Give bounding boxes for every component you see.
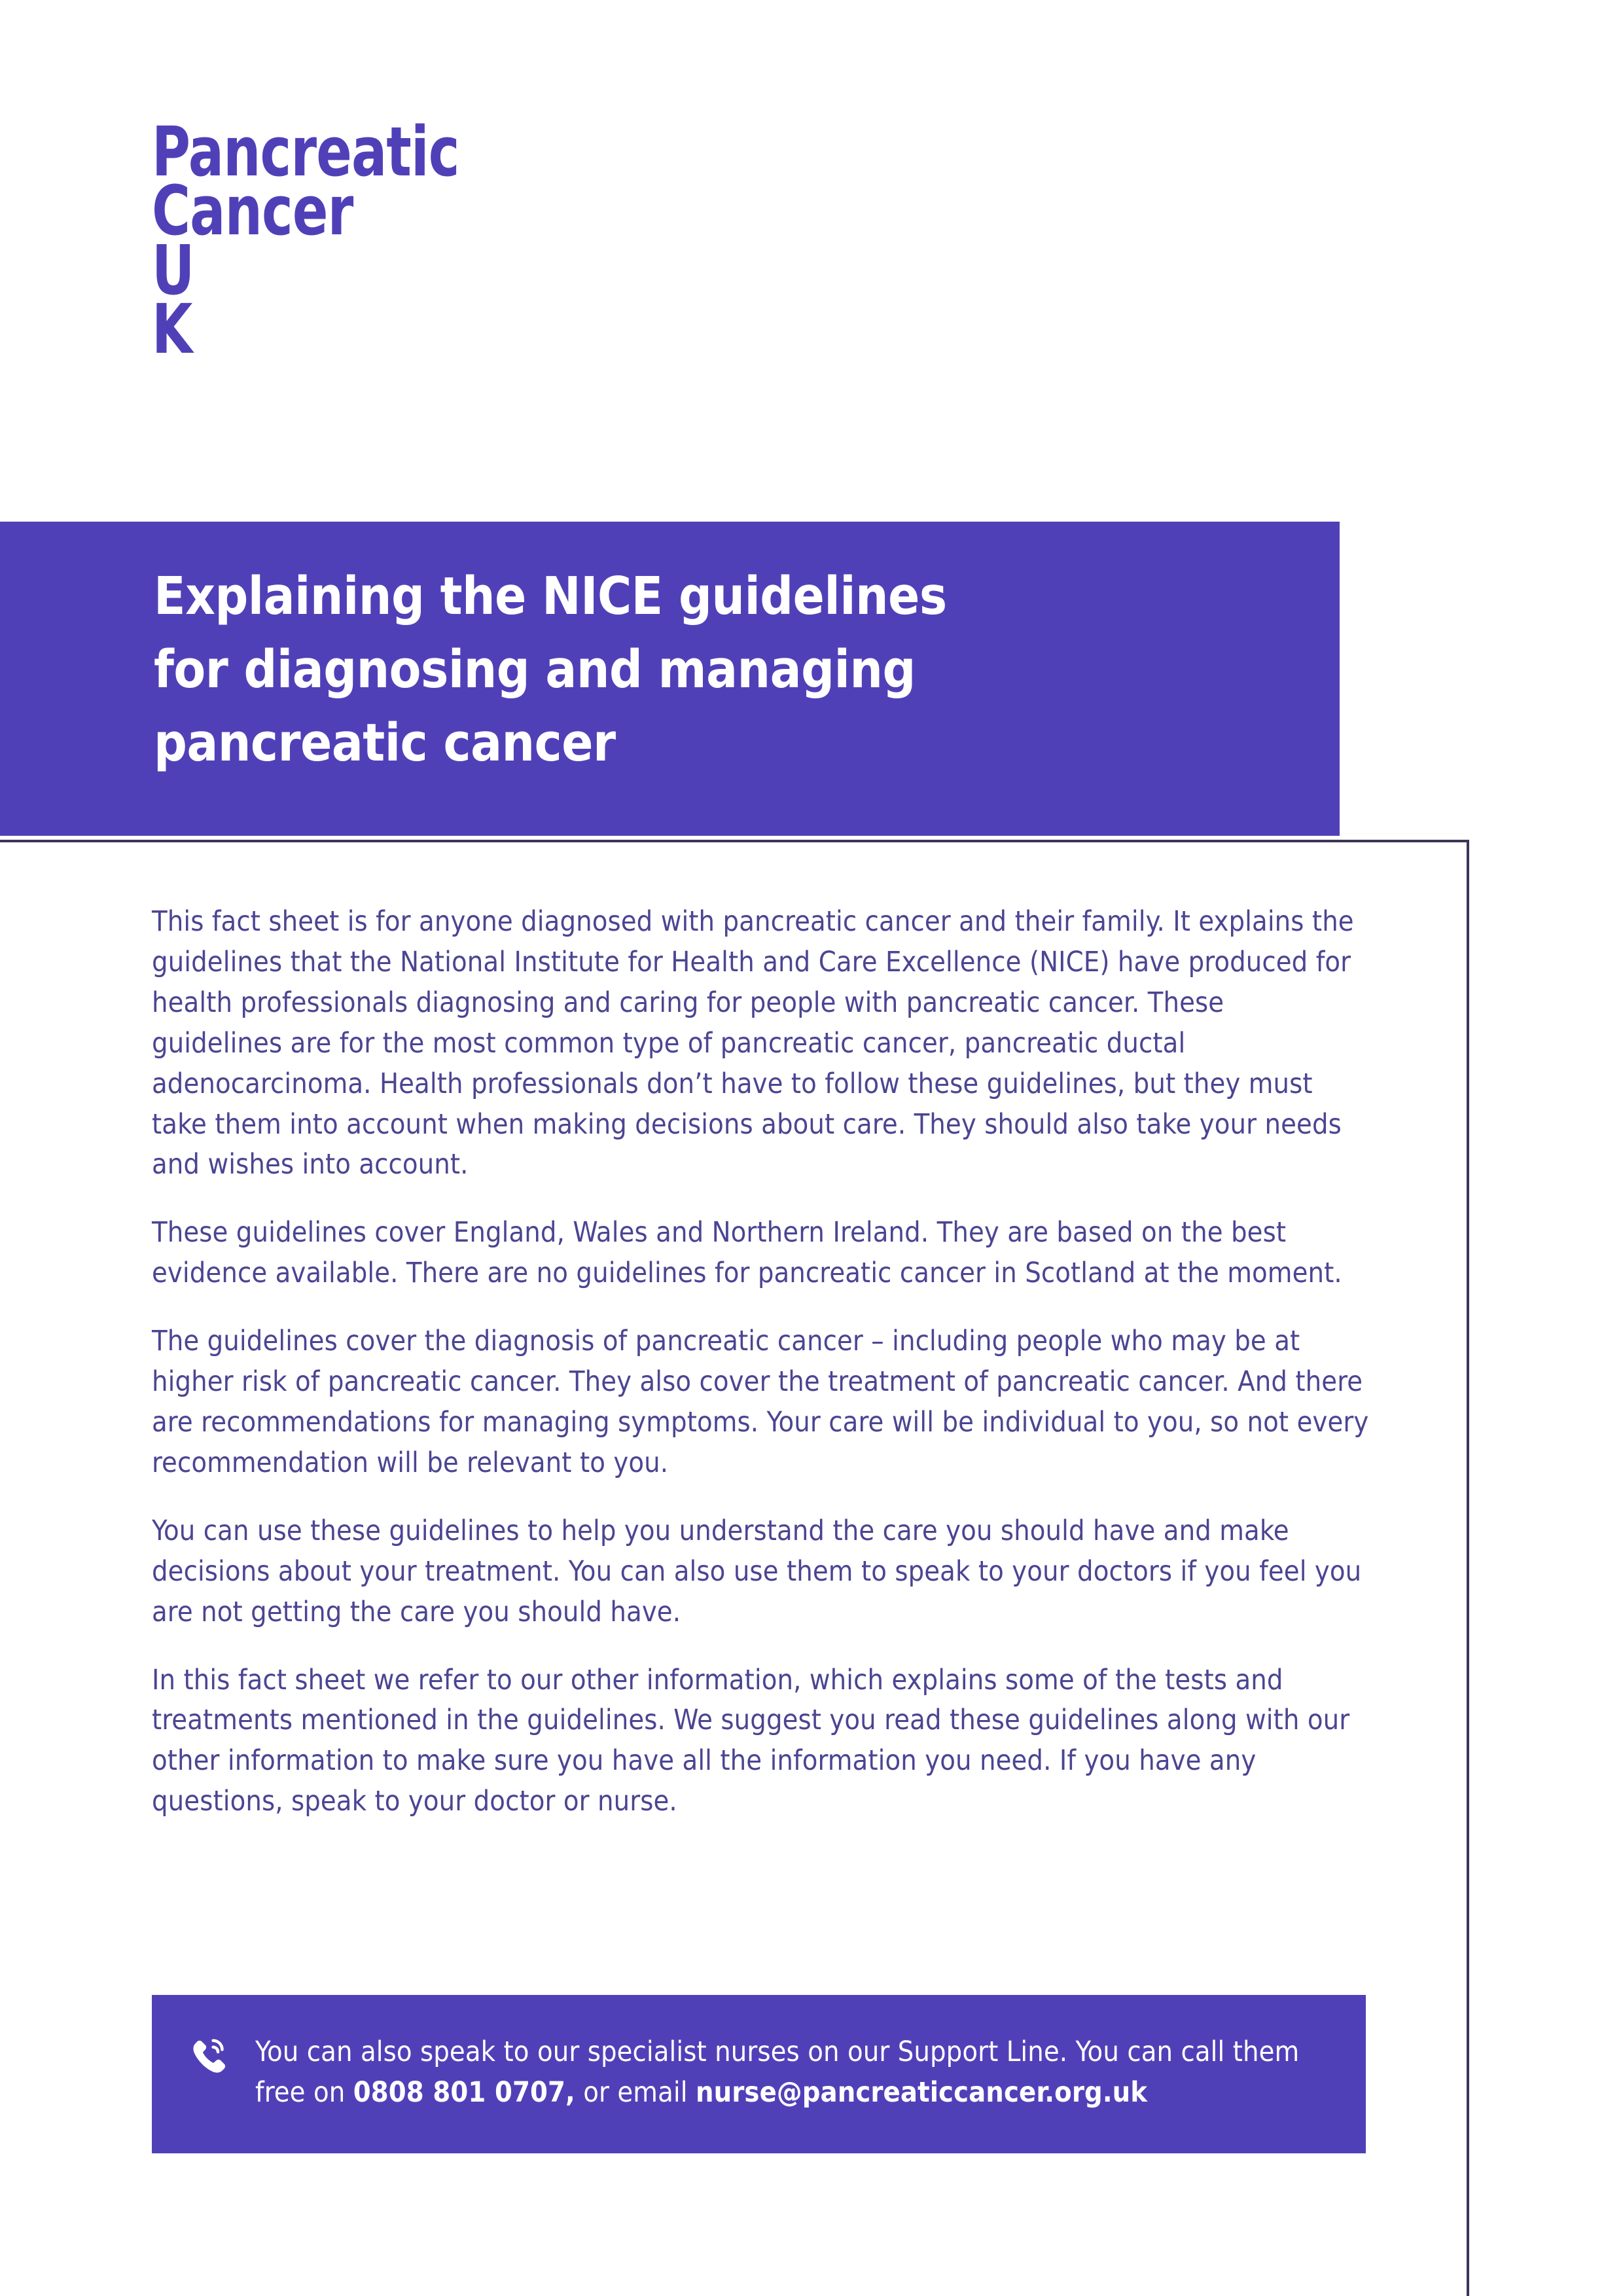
organisation-logo [152, 112, 741, 370]
body-paragraph-3: The guidelines cover the diagnosis of pancreatic cancer – including people who may be at higher risk of pancreatic cancer. They also cover the treatment of pancreatic cancer. And there are recommendations for managing symptoms. Your care will be individual to you, so not every recommendation will be relevant to you. [152, 1325, 1369, 1479]
support-text-intro: You can also speak to our specialist nurses on our Support Line. You can call them free on [255, 2036, 1300, 2109]
body-paragraph-1: This fact sheet is for anyone diagnosed with pancreatic cancer and their family. It explains the guidelines that the National Institute for Health and Care Excellence (NICE) have produced for health professionals diagnosing and caring for people with pancreatic cancer. These guidelines are for the most common type of pancreatic cancer, pancreatic ductal adenocarcinoma. Health professionals don’t have to follow these guidelines, but they must take them into account when making decisions about care. They should also take your needs and wishes into account. [152, 905, 1354, 1181]
logo-line-k: K [152, 289, 192, 370]
body-content [152, 902, 1382, 1850]
body-paragraph-5: In this fact sheet we refer to our other information, which explains some of the tests and treatments mentioned in the guidelines. We suggest you read these guidelines along with our other information to make sure you have all the information you need. If you have any questions, speak to your doctor or nurse. [152, 1663, 1350, 1818]
support-phone-number[interactable]: 0808 801 0707, [353, 2076, 575, 2109]
title-line-2: for diagnosing and managing [154, 639, 916, 700]
support-text-between: or email [575, 2076, 696, 2109]
support-line-text [255, 2032, 1320, 2113]
phone-ringing-icon [188, 2036, 232, 2079]
body-paragraph-4: You can use these guidelines to help you understand the care you should have and make decisions about your treatment. You can also use them to speak to your doctors if you feel you are not getting the care you should have. [152, 1514, 1362, 1628]
title-banner [0, 522, 1340, 836]
logo-line-cancer: Cancer [152, 171, 353, 251]
support-line-callout [152, 1995, 1366, 2153]
title-line-1: Explaining the NICE guidelines [154, 566, 947, 626]
page-title [154, 560, 1300, 780]
logo-line-pancreatic: Pancreatic [152, 112, 459, 192]
support-email-address[interactable]: nurse@pancreaticcancer.org.uk [695, 2076, 1148, 2109]
body-paragraph-2: These guidelines cover England, Wales and Northern Ireland. They are based on the best evidence available. There are no guidelines for pancreatic cancer in Scotland at the moment. [152, 1216, 1342, 1290]
title-line-3: pancreatic cancer [154, 713, 616, 774]
logo-line-u: U [152, 230, 194, 310]
